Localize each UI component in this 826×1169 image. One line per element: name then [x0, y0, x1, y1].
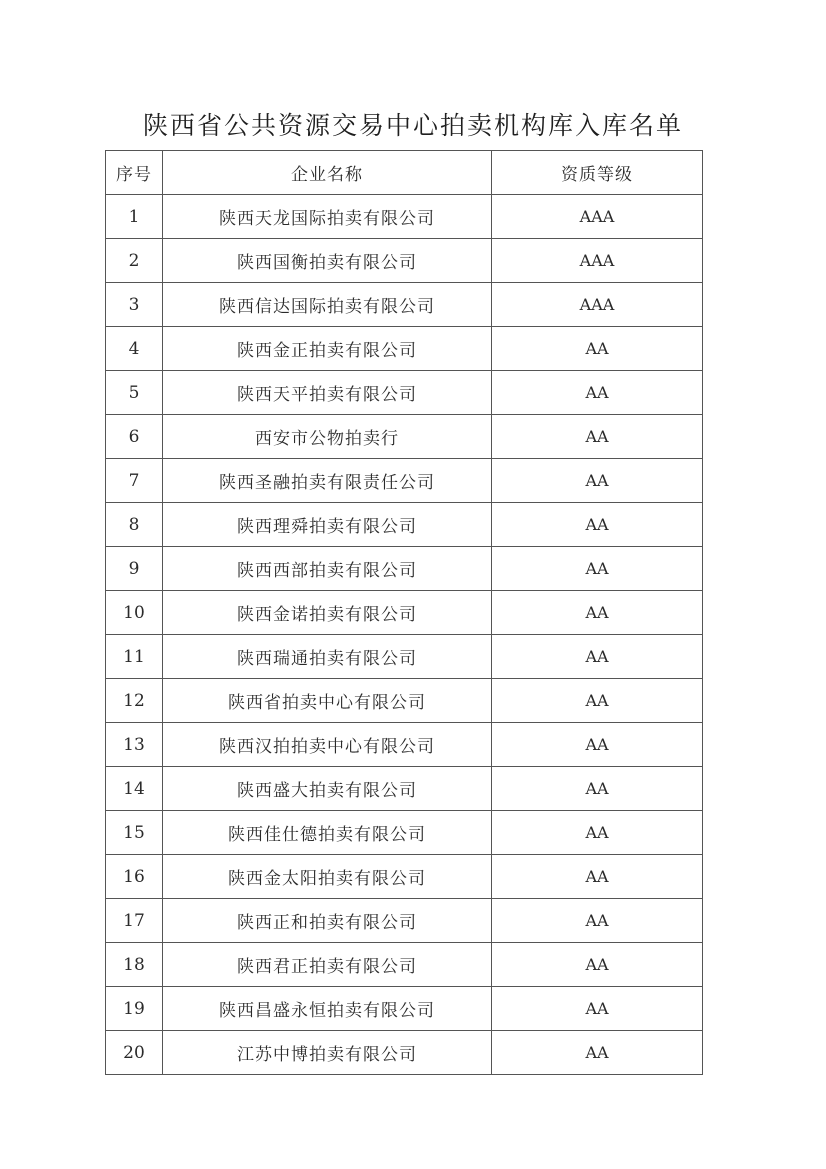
row-company-name: 西安市公物拍卖行 — [163, 415, 492, 459]
row-company-name: 陕西天平拍卖有限公司 — [163, 371, 492, 415]
row-company-name: 陕西金太阳拍卖有限公司 — [163, 855, 492, 899]
row-company-name: 陕西理舜拍卖有限公司 — [163, 503, 492, 547]
row-qualification-grade: AA — [492, 811, 703, 855]
row-company-name: 陕西昌盛永恒拍卖有限公司 — [163, 987, 492, 1031]
row-company-name: 陕西盛大拍卖有限公司 — [163, 767, 492, 811]
table-row — [106, 371, 703, 415]
row-company-name: 陕西汉拍拍卖中心有限公司 — [163, 723, 492, 767]
row-qualification-grade: AAA — [492, 239, 703, 283]
table-row — [106, 855, 703, 899]
row-serial-number: 11 — [106, 635, 163, 679]
row-qualification-grade: AA — [492, 327, 703, 371]
table-row — [106, 239, 703, 283]
row-serial-number: 16 — [106, 855, 163, 899]
table-row — [106, 899, 703, 943]
row-company-name: 陕西西部拍卖有限公司 — [163, 547, 492, 591]
table-row — [106, 723, 703, 767]
page-title: 陕西省公共资源交易中心拍卖机构库入库名单 — [142, 111, 683, 140]
row-company-name: 陕西省拍卖中心有限公司 — [163, 679, 492, 723]
row-company-name: 陕西佳仕德拍卖有限公司 — [163, 811, 492, 855]
row-company-name: 陕西正和拍卖有限公司 — [163, 899, 492, 943]
row-serial-number: 9 — [106, 547, 163, 591]
row-qualification-grade: AA — [492, 767, 703, 811]
row-qualification-grade: AA — [492, 415, 703, 459]
row-serial-number: 15 — [106, 811, 163, 855]
table-row — [106, 195, 703, 239]
row-serial-number: 7 — [106, 459, 163, 503]
row-company-name: 陕西金正拍卖有限公司 — [163, 327, 492, 371]
row-company-name: 陕西瑞通拍卖有限公司 — [163, 635, 492, 679]
table-row — [106, 635, 703, 679]
row-company-name: 陕西君正拍卖有限公司 — [163, 943, 492, 987]
row-qualification-grade: AA — [492, 679, 703, 723]
table-row — [106, 987, 703, 1031]
table-row — [106, 943, 703, 987]
header-serial-number: 序号 — [106, 151, 163, 195]
header-company-name: 企业名称 — [163, 151, 492, 195]
auction-agency-table — [105, 150, 703, 1075]
row-serial-number: 18 — [106, 943, 163, 987]
row-qualification-grade: AA — [492, 855, 703, 899]
header-qualification-grade: 资质等级 — [492, 151, 703, 195]
row-qualification-grade: AA — [492, 1031, 703, 1075]
row-qualification-grade: AA — [492, 635, 703, 679]
row-company-name: 陕西国衡拍卖有限公司 — [163, 239, 492, 283]
row-serial-number: 8 — [106, 503, 163, 547]
table-row — [106, 811, 703, 855]
row-qualification-grade: AAA — [492, 195, 703, 239]
row-serial-number: 17 — [106, 899, 163, 943]
row-qualification-grade: AA — [492, 987, 703, 1031]
table-row — [106, 503, 703, 547]
row-serial-number: 6 — [106, 415, 163, 459]
row-serial-number: 20 — [106, 1031, 163, 1075]
row-company-name: 陕西信达国际拍卖有限公司 — [163, 283, 492, 327]
row-qualification-grade: AA — [492, 943, 703, 987]
table-row — [106, 415, 703, 459]
table-row — [106, 1031, 703, 1075]
row-serial-number: 19 — [106, 987, 163, 1031]
table-row — [106, 547, 703, 591]
row-company-name: 江苏中博拍卖有限公司 — [163, 1031, 492, 1075]
row-serial-number: 4 — [106, 327, 163, 371]
table-row — [106, 767, 703, 811]
row-company-name: 陕西天龙国际拍卖有限公司 — [163, 195, 492, 239]
row-serial-number: 14 — [106, 767, 163, 811]
row-serial-number: 10 — [106, 591, 163, 635]
row-serial-number: 12 — [106, 679, 163, 723]
row-qualification-grade: AA — [492, 371, 703, 415]
header-row — [106, 151, 703, 195]
table-row — [106, 283, 703, 327]
row-company-name: 陕西金诺拍卖有限公司 — [163, 591, 492, 635]
row-serial-number: 1 — [106, 195, 163, 239]
table-body — [106, 195, 703, 1075]
row-qualification-grade: AA — [492, 547, 703, 591]
row-serial-number: 3 — [106, 283, 163, 327]
row-company-name: 陕西圣融拍卖有限责任公司 — [163, 459, 492, 503]
row-qualification-grade: AA — [492, 591, 703, 635]
row-qualification-grade: AAA — [492, 283, 703, 327]
table-row — [106, 459, 703, 503]
table-row — [106, 591, 703, 635]
row-serial-number: 2 — [106, 239, 163, 283]
row-qualification-grade: AA — [492, 723, 703, 767]
row-serial-number: 5 — [106, 371, 163, 415]
row-qualification-grade: AA — [492, 459, 703, 503]
row-qualification-grade: AA — [492, 899, 703, 943]
table-row — [106, 327, 703, 371]
row-qualification-grade: AA — [492, 503, 703, 547]
table-header — [106, 151, 703, 195]
table-row — [106, 679, 703, 723]
row-serial-number: 13 — [106, 723, 163, 767]
